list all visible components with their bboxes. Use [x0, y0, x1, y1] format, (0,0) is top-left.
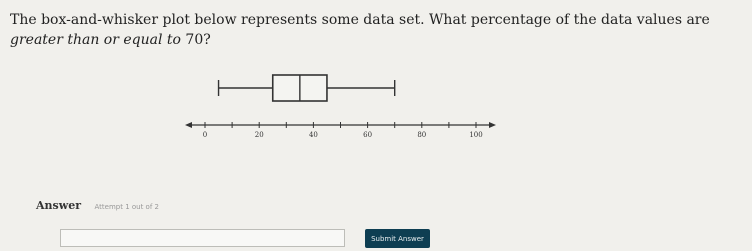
- attempt-counter: Attempt 1 out of 2: [94, 203, 159, 211]
- submit-answer-button[interactable]: Submit Answer: [365, 229, 430, 248]
- tick-label-40: 40: [308, 131, 318, 139]
- arrow-left-icon: [185, 122, 192, 128]
- tick-label-60: 60: [363, 131, 373, 139]
- arrow-right-icon: [489, 122, 496, 128]
- question-part-1: The box-and-whisker plot below represents some data set. What percentage of the data values are: [10, 12, 710, 28]
- tick-label-100: 100: [469, 131, 483, 139]
- tick-label-80: 80: [417, 131, 427, 139]
- question-emphasis: greater than or equal to: [10, 32, 181, 48]
- tick-label-20: 20: [254, 131, 264, 139]
- question-part-2: 70?: [180, 32, 211, 48]
- answer-row: [36, 199, 159, 212]
- answer-label: Answer: [36, 199, 81, 212]
- answer-input[interactable]: [60, 229, 345, 247]
- tick-label-0: 0: [202, 131, 208, 139]
